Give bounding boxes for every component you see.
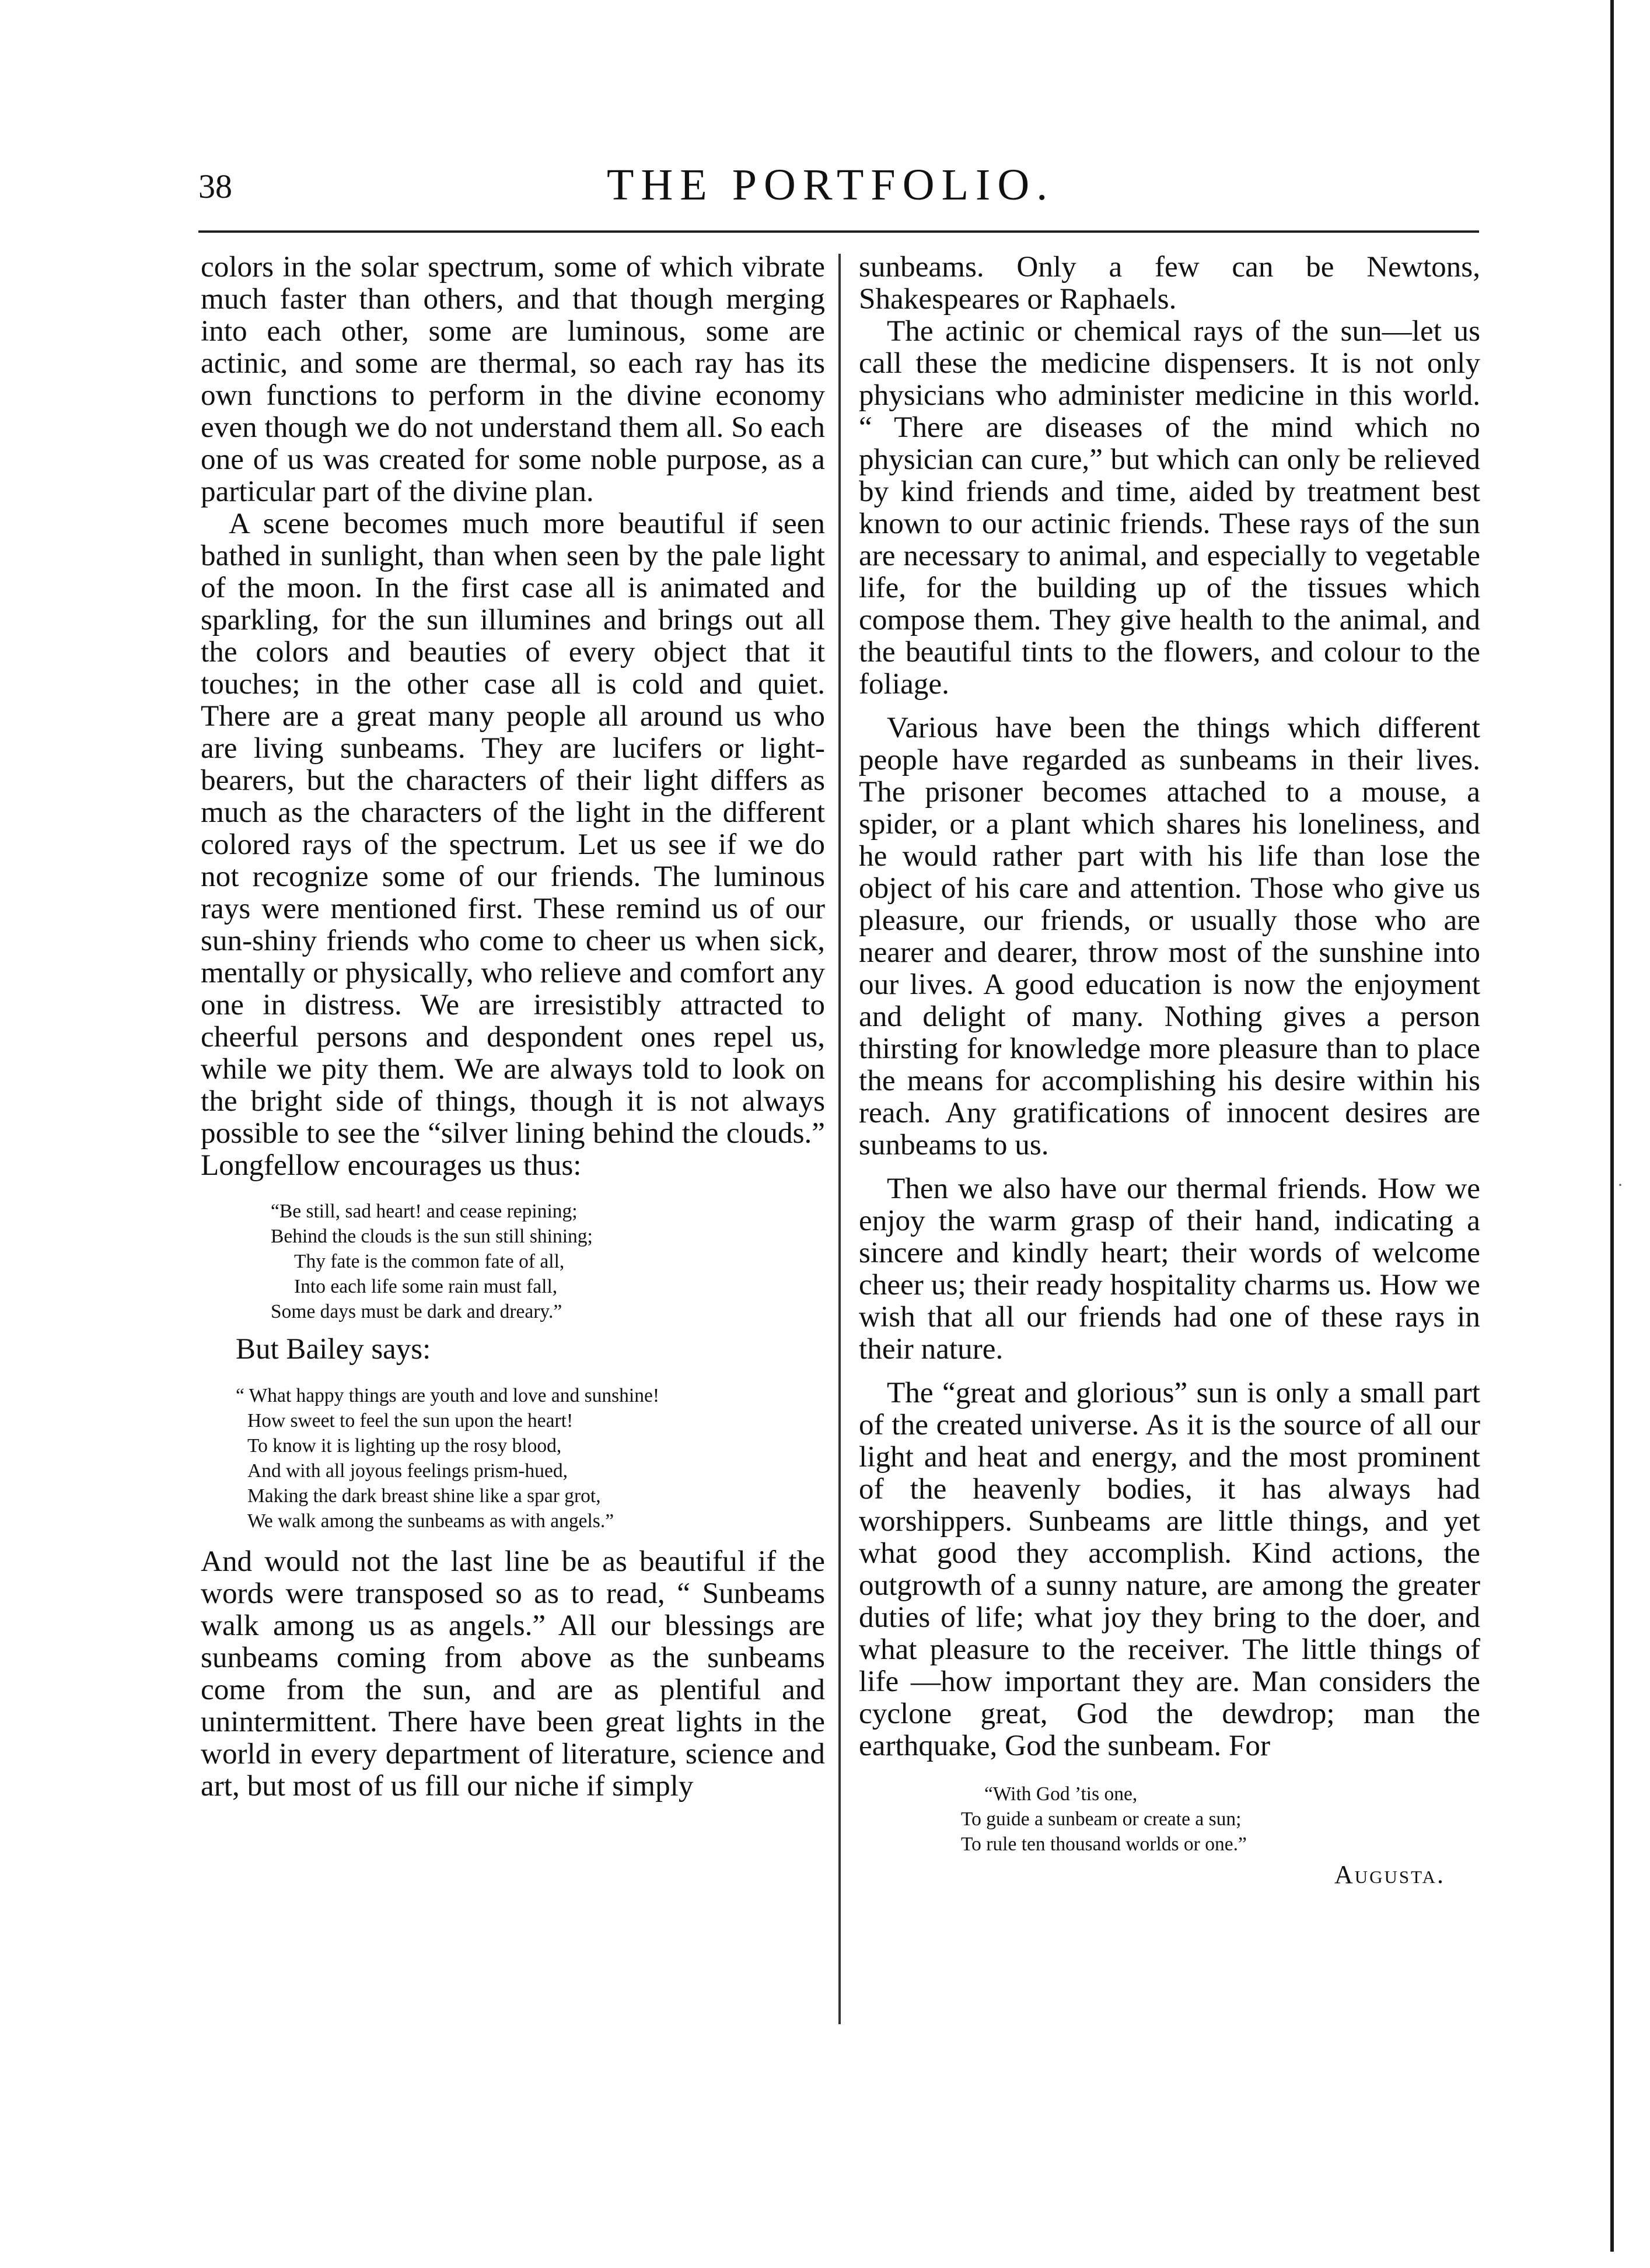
page-number: 38	[198, 167, 232, 205]
verse-line: “Be still, sad heart! and cease repining;	[271, 1200, 578, 1222]
verse-line: Some days must be dark and dreary.”	[271, 1301, 562, 1322]
right-column	[859, 251, 1480, 1891]
margin-mark: ·	[1617, 1175, 1623, 1195]
verse-line: And with all joyous feelings prism-hued,	[247, 1460, 568, 1482]
paragraph: A scene becomes much more beautiful if seen bathed in sunlight, than when seen by the pale light of the moon. In the first case all is animated and sparkling, for the sun illumines and brings out all the colors and beauties of every object that it touches; in the other case all is cold and quiet. There are a great many people all around us who are living sunbeams. They are lucifers or light-bearers, but the characters of their light differs as much as the characters of the light in the different colored rays of the spectrum. Let us see if we do not recognize some of our friends. The luminous rays were mentioned first. These remind us of our sun-shiny friends who come to cheer us when sick, mentally or physically, who relieve and comfort any one in distress. We are irresistibly attracted to cheerful persons and despondent ones repel us, while we pity them. We are always told to look on the bright side of things, though it is not always possible to see the “silver lining behind the clouds.” Longfellow encourages us thus:	[201, 507, 825, 1182]
paragraph: The “great and glorious” sun is only a small part of the created universe. As it is the source of all our light and heat and energy, and the most prominent of the heavenly bodies, it has always had worshippers. Sunbeams are little things, and yet what good they accomplish. Kind actions, the outgrowth of a sunny nature, are among the greater duties of life; what joy they bring to the doer, and what pleasure to the receiver. The little things of life —how important they are. Man considers the cyclone great, God the dewdrop; man the earthquake, God the sunbeam. For	[859, 1376, 1480, 1762]
verse-line: How sweet to feel the sun upon the heart!	[247, 1410, 574, 1432]
verse-line: “With God ’tis one,	[984, 1783, 1138, 1805]
paragraph: sunbeams. Only a few can be Newtons, Shakespeares or Raphaels.	[859, 250, 1480, 316]
margin-binding-line	[1610, 0, 1614, 2252]
verse-line: To know it is lighting up the rosy blood,	[247, 1435, 562, 1457]
longfellow-verse	[201, 1199, 825, 1324]
paragraph: The actinic or chemical rays of the sun—let us call these the medicine dispensers. It is not only physicians who administer medicine in this world. “ There are diseases of the mind which no physician can cure,” but which can only be relieved by kind friends and time, aided by treatment best known to our actinic friends. These rays of the sun are necessary to animal, and especially to vegetable life, for the building up of the tissues which compose them. They give health to the animal, and the beautiful tints to the flowers, and colour to the foliage.	[859, 314, 1480, 701]
paragraph: Various have been the things which different people have regarded as sunbeams in their lives. The prisoner becomes attached to a mouse, a spider, or a plant which shares his loneliness, and he would rather part with his life than lose the object of his care and attention. Those who give us pleasure, our friends, or usually those who are nearer and dearer, throw most of the sunshine into our lives. A good education is now the enjoyment and delight of many. Nothing gives a person thirsting for knowledge more pleasure than to place the means for accomplishing his desire within his reach. Any gratifications of innocent desires are sunbeams to us.	[859, 711, 1480, 1161]
bailey-verse	[201, 1383, 825, 1534]
bailey-intro: But Bailey says:	[236, 1333, 431, 1366]
paragraph: And would not the last line be as beautiful if the words were transposed so as to read, “ Sunbeams walk among us as angels.” All our blessings are sunbeams coming from above as the sunbeams come from the sun, and are as plentiful and unintermittent. There have been great lights in the world in every department of literature, science and art, but most of us fill our niche if simply	[201, 1545, 825, 1803]
author-signature: Augusta.	[1334, 1860, 1445, 1889]
closing-verse	[859, 1782, 1480, 1857]
paragraph: Then we also have our thermal friends. How we enjoy the warm grasp of their hand, indicating a sincere and kindly heart; their words of welcome cheer us; their ready hospitality charms us. How we wish that all our friends had one of these rays in their nature.	[859, 1172, 1480, 1366]
column-divider	[838, 254, 841, 2024]
header-rule	[198, 230, 1479, 233]
journal-title: THE PORTFOLIO.	[607, 160, 1055, 209]
verse-line: To guide a sunbeam or create a sun;	[961, 1808, 1242, 1830]
verse-line: Making the dark breast shine like a spar grot,	[247, 1485, 601, 1507]
left-column	[201, 251, 825, 1802]
verse-line: Behind the clouds is the sun still shining;	[271, 1226, 593, 1247]
verse-line: To rule ten thousand worlds or one.”	[961, 1833, 1247, 1855]
verse-line: Into each life some rain must fall,	[294, 1276, 558, 1297]
verse-line: Thy fate is the common fate of all,	[294, 1251, 565, 1272]
verse-line: We walk among the sunbeams as with angels.”	[247, 1510, 614, 1532]
paragraph: colors in the solar spectrum, some of which vibrate much faster than others, and that though merging into each other, some are luminous, some are actinic, and some are thermal, so each ray has its own functions to perform in the divine economy even though we do not understand them all. So each one of us was created for some noble purpose, as a particular part of the divine plan.	[201, 250, 825, 508]
running-head	[198, 155, 1482, 225]
verse-line: “ What happy things are youth and love and sunshine!	[236, 1385, 659, 1406]
